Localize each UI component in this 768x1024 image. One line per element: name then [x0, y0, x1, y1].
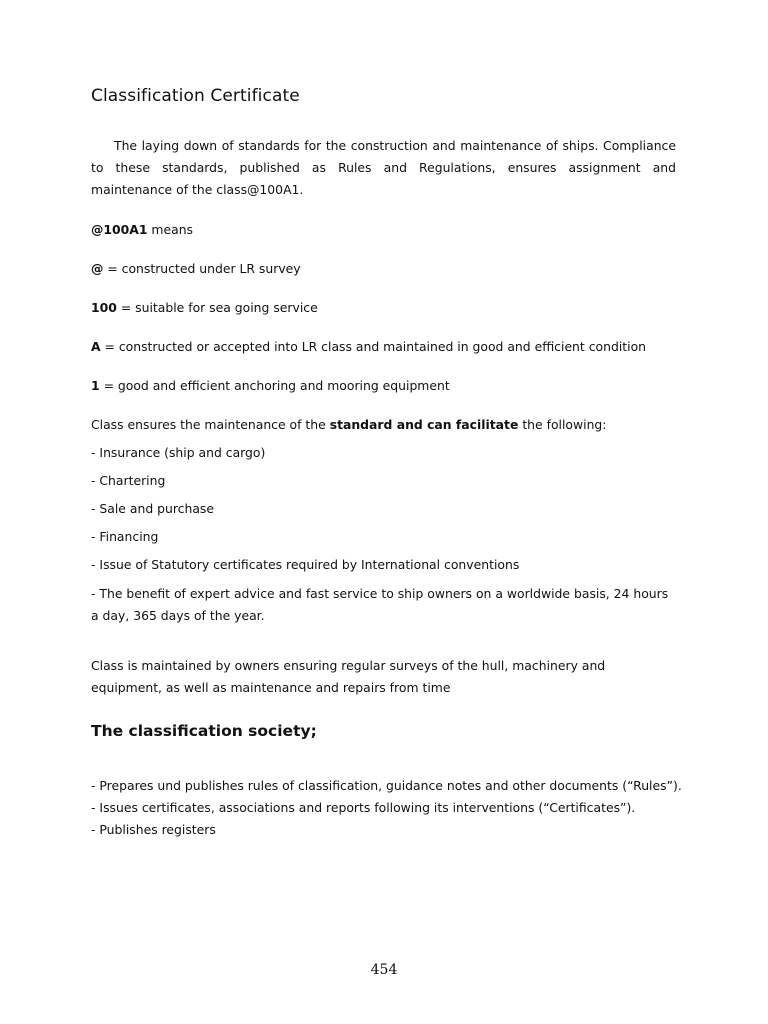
definition-item	[91, 297, 676, 319]
definition-text: = good and efficient anchoring and mooring equipment	[99, 378, 450, 393]
definition-term: A	[91, 339, 101, 354]
facilitate-item: - Issue of Statutory certificates required by International conventions	[91, 557, 520, 572]
means-line	[91, 219, 676, 241]
definition-term: @	[91, 261, 104, 276]
definition-item	[91, 258, 676, 280]
class-maintained-paragraph: Class is maintained by owners ensuring regular surveys of the hull, machinery and equipment, as well as maintenance and repairs from time	[91, 658, 606, 695]
section-heading: The classification society;	[91, 722, 317, 740]
page-title: Classification Certificate	[91, 86, 300, 106]
class-ensures-before: Class ensures the maintenance of the	[91, 417, 330, 432]
facilitate-item: - Insurance (ship and cargo)	[91, 445, 266, 460]
definition-text: = constructed under LR survey	[103, 261, 301, 276]
definition-term: 1	[91, 378, 100, 393]
society-item: - Prepares und publishes rules of classification, guidance notes and other documents (“Rules”).	[91, 778, 682, 793]
society-item: - Issues certificates, associations and reports following its interventions (“Certificates”).	[91, 800, 636, 815]
definition-text: = suitable for sea going service	[116, 300, 318, 315]
facilitate-item: - Sale and purchase	[91, 501, 214, 516]
definition-item	[91, 336, 676, 358]
means-text: means	[147, 222, 194, 237]
means-term: @100A1	[91, 222, 148, 237]
intro-paragraph: The laying down of standards for the construction and maintenance of ships. Compliance to these standards, published as Rules and Regulations, ensures assignment and maintenance of the class@100A1.	[91, 138, 676, 197]
page-number: 454	[370, 962, 398, 978]
definition-item	[91, 375, 676, 397]
definition-term: 100	[91, 300, 117, 315]
class-ensures-bold: standard and can facilitate	[329, 417, 519, 432]
class-ensures-line	[91, 414, 676, 436]
society-item: - Publishes registers	[91, 822, 216, 837]
class-ensures-after: the following:	[518, 417, 607, 432]
society-list	[91, 775, 682, 841]
definition-text: = constructed or accepted into LR class and maintained in good and efficient condition	[100, 339, 646, 354]
facilitate-item: - The benefit of expert advice and fast service to ship owners on a worldwide basis, 24 hours a day, 365 days of the year.	[91, 586, 669, 623]
facilitate-item: - Chartering	[91, 473, 166, 488]
facilitate-item: - Financing	[91, 529, 159, 544]
